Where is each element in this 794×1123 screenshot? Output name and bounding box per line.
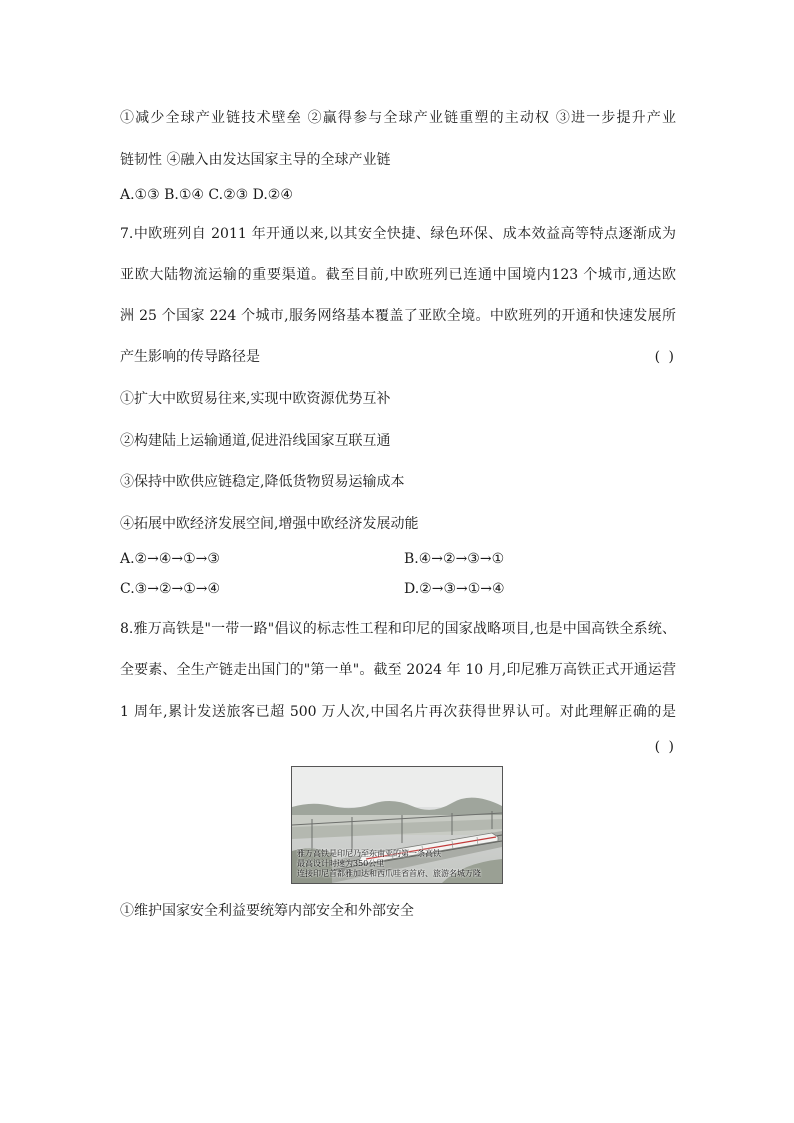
q7-item-4: ④拓展中欧经济发展空间,增强中欧经济发展动能 [120,516,419,532]
q7-stem-line-3: 洲 25 个国家 224 个城市,服务网络基本覆盖了亚欧全境。中欧班列的开通和快速发展所 [120,308,676,324]
q6-options-line-1: ①减少全球产业链技术壁垒 ②赢得参与全球产业链重塑的主动权 ③进一步提升产业 [120,110,676,126]
q7-stem-line-2: 亚欧大陆物流运输的重要渠道。截至目前,中欧班列已连通中国境内123 个城市,通达欧 [120,267,676,283]
q7-stem-line-1: 7.中欧班列自 2011 年开通以来,以其安全快捷、绿色环保、成本效益高等特点逐渐成为 [120,226,676,242]
q7-option-d: D.②→③→①→④ [404,581,505,597]
q8-stem-line-1: 8.雅万高铁是"一带一路"倡议的标志性工程和印尼的国家战略项目,也是中国高铁全系统、 [120,621,676,637]
q8-item-1: ①维护国家安全利益要统筹内部安全和外部安全 [120,903,414,919]
q8-stem-line-3: 1 周年,累计发送旅客已超 500 万人次,中国名片再次获得世界认可。对此理解正确的是 [120,704,676,720]
q7-option-c: C.③→②→①→④ [120,581,221,597]
q8-stem-line-2: 全要素、全生产链走出国门的"第一单"。截至 2024 年 10 月,印尼雅万高铁正式开通运营 [120,662,676,678]
q7-option-a: A.②→④→①→③ [120,551,220,567]
q8-answer-parentheses: ( ) [654,739,676,755]
q6-answer-choices: A.①③ B.①④ C.②③ D.②④ [120,187,293,203]
photo-caption-line-1: 雅万高铁是印尼乃至东南亚的第一条高铁 [297,849,441,858]
q7-item-1: ①扩大中欧贸易往来,实现中欧资源优势互补 [120,391,391,407]
q7-answer-parentheses: ( ) [654,349,676,365]
q7-stem-line-4: 产生影响的传导路径是 [120,349,260,365]
q7-item-2: ②构建陆上运输通道,促进沿线国家互联互通 [120,433,391,449]
q7-item-3: ③保持中欧供应链稳定,降低货物贸易运输成本 [120,474,405,490]
photo-caption-line-2: 最高设计时速为350公里 [297,859,385,868]
q7-option-b: B.④→②→③→① [404,551,505,567]
high-speed-rail-photo [291,766,503,884]
q6-options-line-2: 链韧性 ④融入由发达国家主导的全球产业链 [120,152,391,168]
photo-caption-line-3: 连接印尼首都雅加达和西爪哇省首府、旅游名城万隆 [297,869,481,878]
